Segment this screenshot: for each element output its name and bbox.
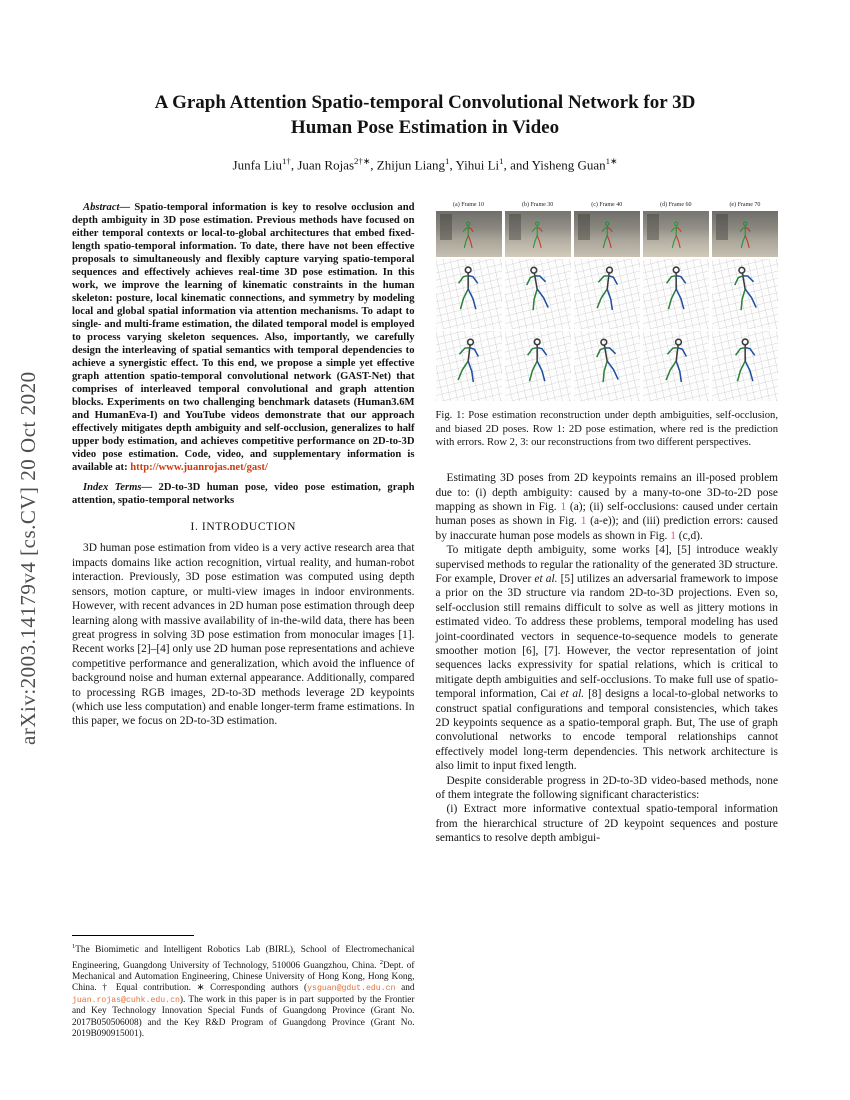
frame-photo-e [712,211,778,257]
index-terms: Index Terms— 2D-to-3D human pose, video pose estimation, graph attention, spatio-temporal networks [72,482,415,507]
figure-frame-label-d: (d) Frame 60 [660,202,692,209]
pose-3d-view2-c [574,331,640,401]
pose-3d-view2-b [505,331,571,401]
frame-photo-b [505,211,571,257]
right-column [436,201,779,1046]
pose-3d-view1-d [643,259,709,329]
pose-3d-view1-a [436,259,502,329]
footnote-text: $^1$The Biomimetic and Intelligent Robotics Lab (BIRL), School of Electromechanical Engineering, Guangdong University of Technology, 510006 Guangzhou, China. $^2$Dept. of Mechanical and Automation Engineering, Chinese University of Hong Kong, Hong Kong, China. † Equal contribution. ∗ Corresponding authors (ysguan@gdut.edu.cn and juan.rojas@cuhk.edu.cn). The work in this paper is in part supported by the Frontier and Key Technology Innovation Special Funds of Guangdong Province (Grant No. 2017B050506008) and the Key R&D Program of Guangdong Province (Grant No. 2019B090915001). [72,943,415,1040]
figure-1-reference: 1 [670,529,676,542]
pose-3d-view2-d [643,331,709,401]
figure-1-caption: Fig. 1: Pose estimation reconstruction under depth ambiguities, self-occlusion, and biased 2D poses. Row 1: 2D pose estimation, where red is the prediction with errors. Row 2, 3: our reconstructions from two different perspectives. [435,410,778,448]
frame-photo-c [574,211,640,257]
left-column [72,201,415,1046]
pose-3d-view1-e [712,259,778,329]
figure-1-reference: 1 [580,515,587,528]
paper-title: A Graph Attention Spatio-temporal Convolutional Network for 3D Human Pose Estimation in Video [154,92,696,139]
pose-3d-view2-e [712,331,778,401]
arxiv-watermark: arXiv:2003.14179v4 [cs.CV] 20 Oct 2020 [16,371,40,745]
footnote-block [72,935,415,1046]
pose-3d-view1-b [505,259,571,329]
body-paragraph-illposed: Estimating 3D poses from 2D keypoints remains an ill-posed problem due to: (i) depth ambiguity: caused by a many-to-one 3D-to-2D pose mapping as shown in Fig. 1 (a); (ii) self-occlusions: caused under certain human poses as shown in Fig. 1 (a-e)); and (iii) prediction errors: caused by inaccurate human pose models as shown in Fig. 1 (c,d). [435,472,778,542]
figure-frame-label-e: (e) Frame 70 [729,202,761,209]
section-heading-introduction: I. INTRODUCTION [190,521,296,534]
figure-1-reference: 1 [560,500,567,513]
body-paragraph-progress: Despite considerable progress in 2D-to-3D video-based methods, none of them integrate the following significant characteristics: [435,774,778,802]
footnote-rule [72,935,194,936]
figure-frame-label-c: (c) Frame 40 [591,202,623,209]
body-paragraph-depth-ambiguity: To mitigate depth ambiguity, some works [4], [5] introduce weakly supervised methods to regular the rationality of the generated 3D structure. For example, Drover et al. [5] utilizes an adversarial framework to impose a prior on the 3D structure via random 2D-to-3D projections. Even so, self-occlusion still remains difficult to solve as well as jittery motions in estimated video. To address these problems, temporal modeling has used joint-coordinated vectors in sequence-to-sequence models to generate smoother motion [6], [7]. However, the vector representation of joint sequences lacks expressivity for spatial relations, which is critical to mitigate depth ambiguities and self-occlusions. To make full use of spatio-temporal information, Cai et al. [8] designs a local-to-global networks to construct spatial configurations and temporal consistencies, which takes 2D keypoints sequence as a spatio-temporal graph. But, The use of graph convolutional networks to encode temporal relationships cannot effectively model long-term dependencies. This network architecture is also limit to input fixed length. [435,544,778,773]
pose-3d-view2-a [436,331,502,401]
email-juanrojas-link[interactable]: juan.rojas@cuhk.edu.cn [72,995,180,1005]
body-paragraph-characteristic-i: (i) Extract more informative contextual spatio-temporal information from the hierarchical structure of 2D keypoint sequences and posture semantics to resolve depth ambigui- [435,803,778,845]
frame-photo-d [643,211,709,257]
author-line: Junfa Liu$^{1\dagger}$, Juan Rojas$^{2\dagger∗}$, Zhijun Liang$^1$, Yihui Li$^1$, and Yisheng Guan$^{1∗}$ [232,156,618,173]
frame-photo-a [436,211,502,257]
intro-paragraph-1: 3D human pose estimation from video is a very active research area that impacts domains like action recognition, virtual reality, and human-robot interaction. Previously, 3D pose estimation was computed using depth sensors, motion capture, or multi-view images in indoor environments. However, with recent advances in 2D human pose estimation through deep learning along with massive availability of in-the-wild data, there has been great progress in solving 3D pose estimation from monocular images [1]. Recent works [2]–[4] only use 2D human pose representations and achieve competitive performance and generalization, which avoid the influence of background noise and human external appearance. Additionally, compared to processing RGB images, 2D-to-3D methods leverage 2D keypoints (which use less computation) and enable longer-term frame estimations. In this paper, we focus on 2D-to-3D estimation. [72,542,415,728]
abstract-paragraph: Abstract— Spatio-temporal information is key to resolve occlusion and depth ambiguity in 3D pose estimation. Previous methods have focused on either temporal contexts or local-to-global architectures that embed fixed-length spatio-temporal information. To date, there have not been effective proposals to simultaneously and flexibly capture varying spatio-temporal sequences and effectively achieves real-time 3D pose estimation. In this work, we improve the learning of kinematic constraints in the human skeleton: posture, local kinematic connections, and symmetry by modeling local and global spatial information via attention mechanisms. To adapt to single- and multi-frame estimation, the dilated temporal model is employed to process varying skeleton sequences. Also, importantly, we carefully design the interleaving of spatial semantics with temporal dependencies to achieve a synergistic effect. To this end, we propose a simple yet effective graph attention spatio-temporal convolutional network (GAST-Net) that comprises of interleaved temporal convolutional and graph attention blocks. Experiments on two challenging benchmark datasets (Human3.6M and HumanEva-I) and YouTube videos demonstrate that our approach effectively mitigates depth ambiguity and self-occlusion, generalizes to half upper body estimation, and achieves competitive performance on 2D-to-3D video pose estimation. Code, video, and supplementary information is available at: http://www.juanrojas.net/gast/ [72,202,415,474]
two-column-body [72,201,778,1046]
gast-url-link[interactable]: http://www.juanrojas.net/gast/ [130,462,268,474]
pose-3d-view1-c [574,259,640,329]
figure-1-grid [436,201,779,401]
email-ysguan-link[interactable]: ysguan@gdut.edu.cn [307,984,396,994]
figure-1 [436,201,779,449]
figure-frame-label-b: (b) Frame 30 [521,202,554,209]
figure-frame-label-a: (a) Frame 10 [453,202,485,209]
paper-header [0,0,850,173]
